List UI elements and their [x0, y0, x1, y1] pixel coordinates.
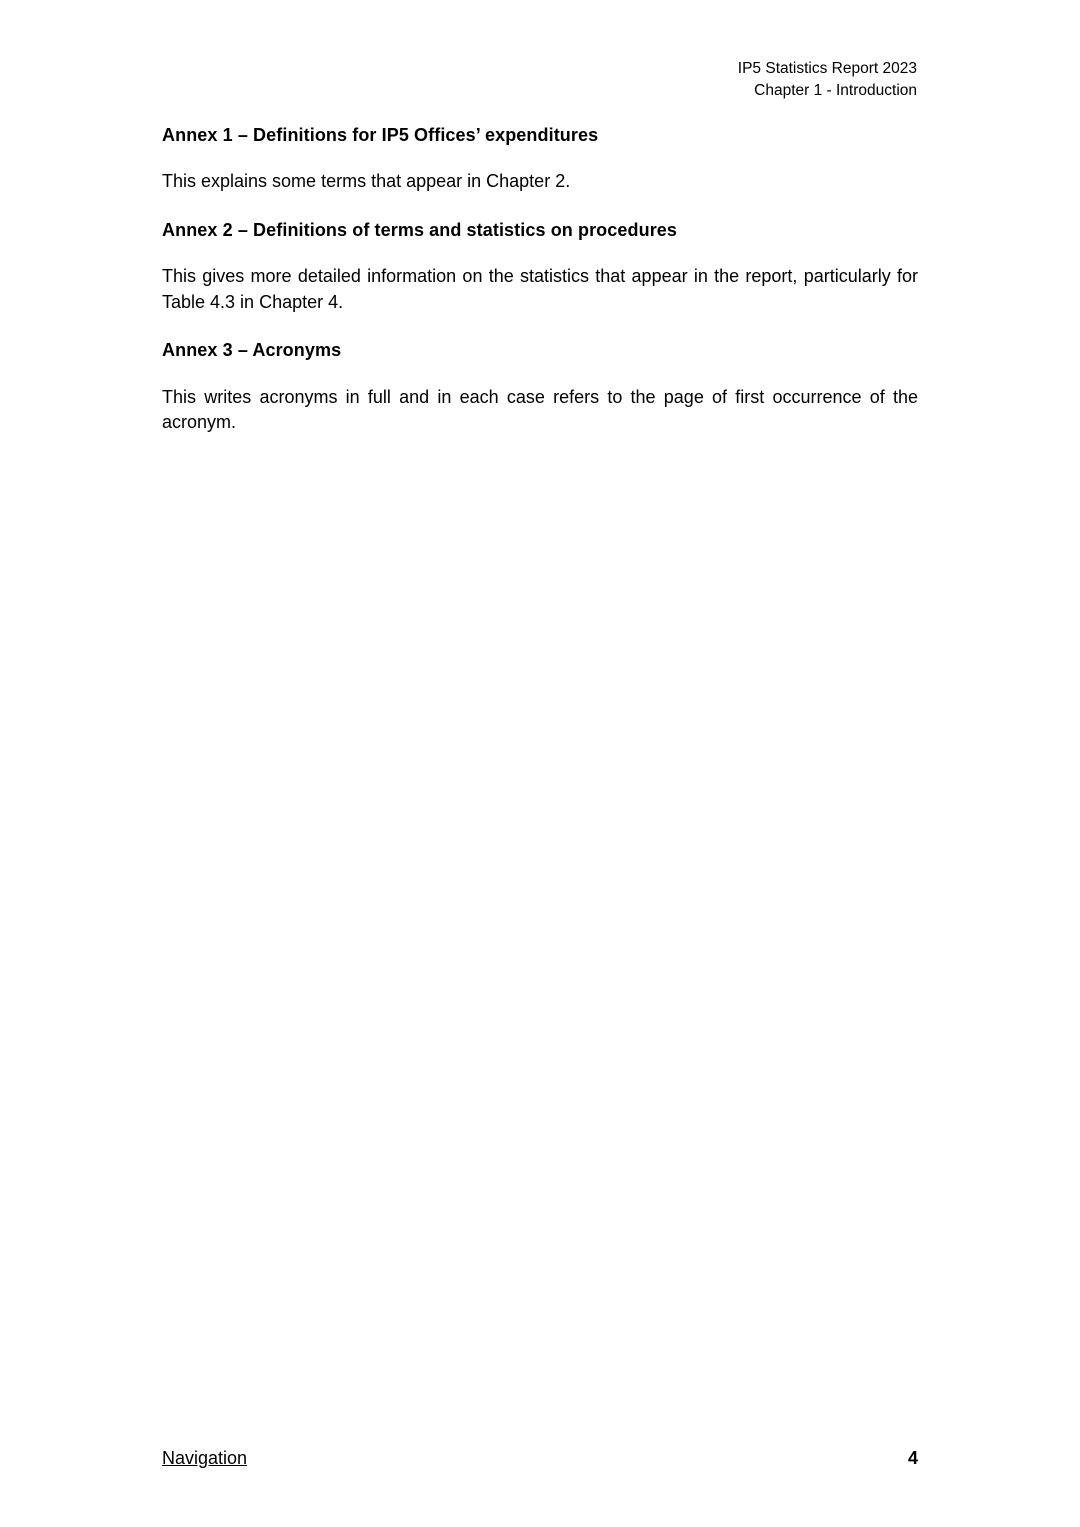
page-content	[162, 124, 918, 436]
annex-2-paragraph: This gives more detailed information on the statistics that appear in the report, particularly for Table 4.3 in Chapter 4.	[162, 266, 918, 312]
page-number: 4	[907, 1448, 918, 1468]
header-report-title: IP5 Statistics Report 2023	[737, 60, 917, 77]
page-footer	[162, 1448, 918, 1469]
annex-1-heading: Annex 1 – Definitions for IP5 Offices’ expenditures	[162, 125, 599, 145]
spacer	[162, 315, 918, 339]
spacer	[162, 363, 918, 385]
spacer	[162, 242, 918, 264]
annex-2-heading: Annex 2 – Definitions of terms and statistics on procedures	[162, 219, 678, 240]
annex-3-paragraph: This writes acronyms in full and in each case refers to the page of first occurrence of the acronym.	[162, 386, 918, 433]
page-header	[738, 58, 917, 103]
navigation-link[interactable]: Navigation	[162, 1448, 248, 1468]
annex-1-paragraph: This explains some terms that appear in Chapter 2.	[162, 171, 571, 192]
header-chapter-title: Chapter 1 - Introduction	[754, 82, 917, 100]
annex-3-heading: Annex 3 – Acronyms	[162, 340, 342, 361]
spacer	[162, 195, 918, 219]
spacer	[162, 147, 918, 169]
